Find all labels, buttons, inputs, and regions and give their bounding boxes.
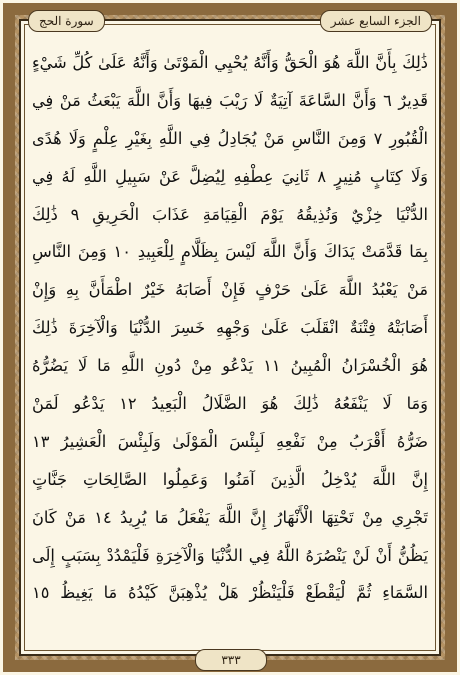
juz-label [320,10,432,32]
text-line-3: الْقُبُورِ ٧ وَمِنَ النَّاسِ مَنْ يُجَادِلُ فِي اللَّهِ بِغَيْرِ عِلْمٍ وَلَا هُدًى [32,128,428,148]
text-line-14: يَظُنُّ أَنْ لَنْ يَنْصُرَهُ اللَّهُ فِي الدُّنْيَا وَالْآخِرَةِ فَلْيَمْدُدْ بِسَبَبٍ إِلَى [32,545,428,565]
page-number-box [195,649,267,671]
surah-label [28,10,105,32]
text-line-15: السَّمَاءِ ثُمَّ لْيَقْطَعْ فَلْيَنْظُرْ هَلْ يُذْهِبَنَّ كَيْدُهُ مَا يَغِيظُ ١٥ [32,583,428,603]
text-line-9: هُوَ الْخُسْرَانُ الْمُبِينُ ١١ يَدْعُو مِنْ دُونِ اللَّهِ مَا لَا يَضُرُّهُ [32,356,428,376]
page-header [28,8,432,34]
juz-text: الجزء السابع عشر [330,14,421,28]
text-line-12: إِنَّ اللَّهَ يُدْخِلُ الَّذِينَ آمَنُوا وَعَمِلُوا الصَّالِحَاتِ جَنَّاتٍ [32,469,428,489]
text-line-13: تَجْرِي مِنْ تَحْتِهَا الْأَنْهَارُ إِنَّ اللَّهَ يَفْعَلُ مَا يُرِيدُ ١٤ مَنْ كَانَ [32,507,428,527]
text-line-7: مَنْ يَعْبُدُ اللَّهَ عَلَىٰ حَرْفٍ فَإِنْ أَصَابَهُ خَيْرٌ اطْمَأَنَّ بِهِ وَإِنْ [32,280,428,300]
text-line-8: أَصَابَتْهُ فِتْنَةٌ انْقَلَبَ عَلَىٰ وَجْهِهِ خَسِرَ الدُّنْيَا وَالْآخِرَةَ ذَٰلِكَ [32,318,428,338]
text-line-1: ذَٰلِكَ بِأَنَّ اللَّهَ هُوَ الْحَقُّ وَأَنَّهُ يُحْيِي الْمَوْتَىٰ وَأَنَّهُ عَلَىٰ كُلِّ شَيْءٍ [32,53,428,72]
quran-text [32,44,428,612]
page-number: ٣٣٣ [221,653,241,667]
text-line-5: الدُّنْيَا خِزْيٌ وَنُذِيقُهُ يَوْمَ الْقِيَامَةِ عَذَابَ الْحَرِيقِ ٩ ذَٰلِكَ [32,204,428,224]
text-line-4: وَلَا كِتَابٍ مُنِيرٍ ٨ ثَانِيَ عِطْفِهِ لِيُضِلَّ عَنْ سَبِيلِ اللَّهِ لَهُ فِي [32,166,428,186]
text-line-2: قَدِيرٌ ٦ وَأَنَّ السَّاعَةَ آتِيَةٌ لَا رَيْبَ فِيهَا وَأَنَّ اللَّهَ يَبْعَثُ مَنْ فِي [32,90,428,110]
surah-text: سورة الحج [39,14,94,28]
text-line-11: ضَرُّهُ أَقْرَبُ مِنْ نَفْعِهِ لَبِئْسَ الْمَوْلَىٰ وَلَبِئْسَ الْعَشِيرُ ١٣ [32,431,428,451]
text-line-6: بِمَا قَدَّمَتْ يَدَاكَ وَأَنَّ اللَّهَ لَيْسَ بِظَلَّامٍ لِلْعَبِيدِ ١٠ وَمِنَ النَّاسِ [32,242,428,262]
text-line-10: وَمَا لَا يَنْفَعُهُ ذَٰلِكَ هُوَ الضَّلَالُ الْبَعِيدُ ١٢ يَدْعُو لَمَنْ [32,394,428,414]
